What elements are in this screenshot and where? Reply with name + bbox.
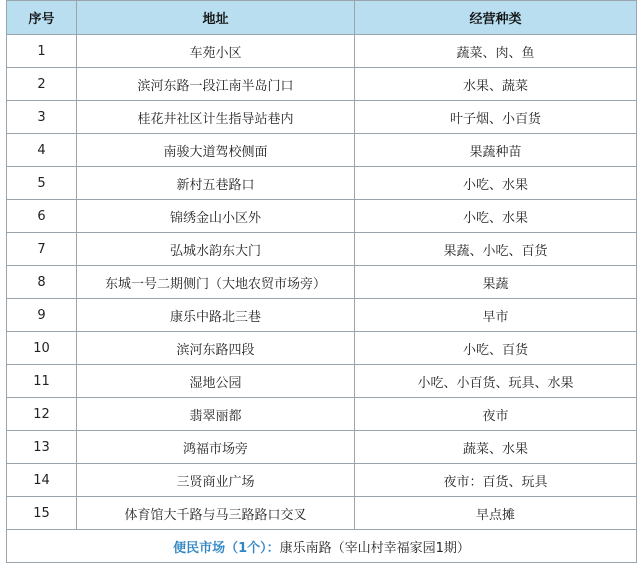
row-category: 夜市 [355,398,637,431]
row-address: 锦绣金山小区外 [77,200,355,233]
row-address: 三贤商业广场 [77,464,355,497]
row-address: 湿地公园 [77,365,355,398]
row-address: 车苑小区 [77,35,355,68]
row-category: 早点摊 [355,497,637,530]
table-row [7,200,637,233]
row-category: 蔬菜、肉、鱼 [355,35,637,68]
row-address: 弘城水韵东大门 [77,233,355,266]
table-row [7,497,637,530]
table-row [7,431,637,464]
row-address: 翡翠丽都 [77,398,355,431]
row-address: 南骏大道驾校侧面 [77,134,355,167]
header-address: 地址 [77,1,355,35]
row-category: 小吃、水果 [355,167,637,200]
table-row [7,398,637,431]
row-number: 15 [7,497,77,530]
table-row [7,35,637,68]
row-number: 3 [7,101,77,134]
row-number: 11 [7,365,77,398]
row-number: 7 [7,233,77,266]
table-row [7,464,637,497]
row-number: 10 [7,332,77,365]
row-category: 早市 [355,299,637,332]
row-category: 蔬菜、水果 [355,431,637,464]
footer-text: 康乐南路（宰山村幸福家园1期） [279,540,470,556]
row-address: 康乐中路北三巷 [77,299,355,332]
table-row [7,134,637,167]
row-category: 果蔬种苗 [355,134,637,167]
table-row [7,332,637,365]
row-number: 4 [7,134,77,167]
row-number: 13 [7,431,77,464]
row-address: 体育馆大千路与马三路路口交叉 [77,497,355,530]
row-number: 9 [7,299,77,332]
table-row [7,167,637,200]
table-header [7,1,637,35]
row-category: 水果、蔬菜 [355,68,637,101]
header-row [7,1,637,35]
table-row [7,365,637,398]
row-category: 小吃、百货 [355,332,637,365]
row-category: 小吃、小百货、玩具、水果 [355,365,637,398]
row-number: 6 [7,200,77,233]
row-number: 1 [7,35,77,68]
table-footer [7,530,637,563]
footer-cell [7,530,637,563]
row-address: 鸿福市场旁 [77,431,355,464]
header-category: 经营种类 [355,1,637,35]
row-category: 夜市：百货、玩具 [355,464,637,497]
row-number: 12 [7,398,77,431]
footer-label: 便民市场（1个）： [173,540,280,556]
row-category: 果蔬 [355,266,637,299]
table-row [7,299,637,332]
header-number: 序号 [7,1,77,35]
row-category: 小吃、水果 [355,200,637,233]
row-address: 滨河东路一段江南半岛门口 [77,68,355,101]
row-category: 果蔬、小吃、百货 [355,233,637,266]
row-number: 8 [7,266,77,299]
row-address: 桂花井社区计生指导站巷内 [77,101,355,134]
row-category: 叶子烟、小百货 [355,101,637,134]
table-body [7,35,637,530]
row-number: 2 [7,68,77,101]
market-table [6,0,637,563]
row-number: 14 [7,464,77,497]
table-row [7,266,637,299]
table-row [7,68,637,101]
table-row [7,233,637,266]
footer-row [7,530,637,563]
row-address: 滨河东路四段 [77,332,355,365]
row-address: 新村五巷路口 [77,167,355,200]
table-row [7,101,637,134]
row-number: 5 [7,167,77,200]
row-address: 东城一号二期侧门（大地农贸市场旁） [77,266,355,299]
